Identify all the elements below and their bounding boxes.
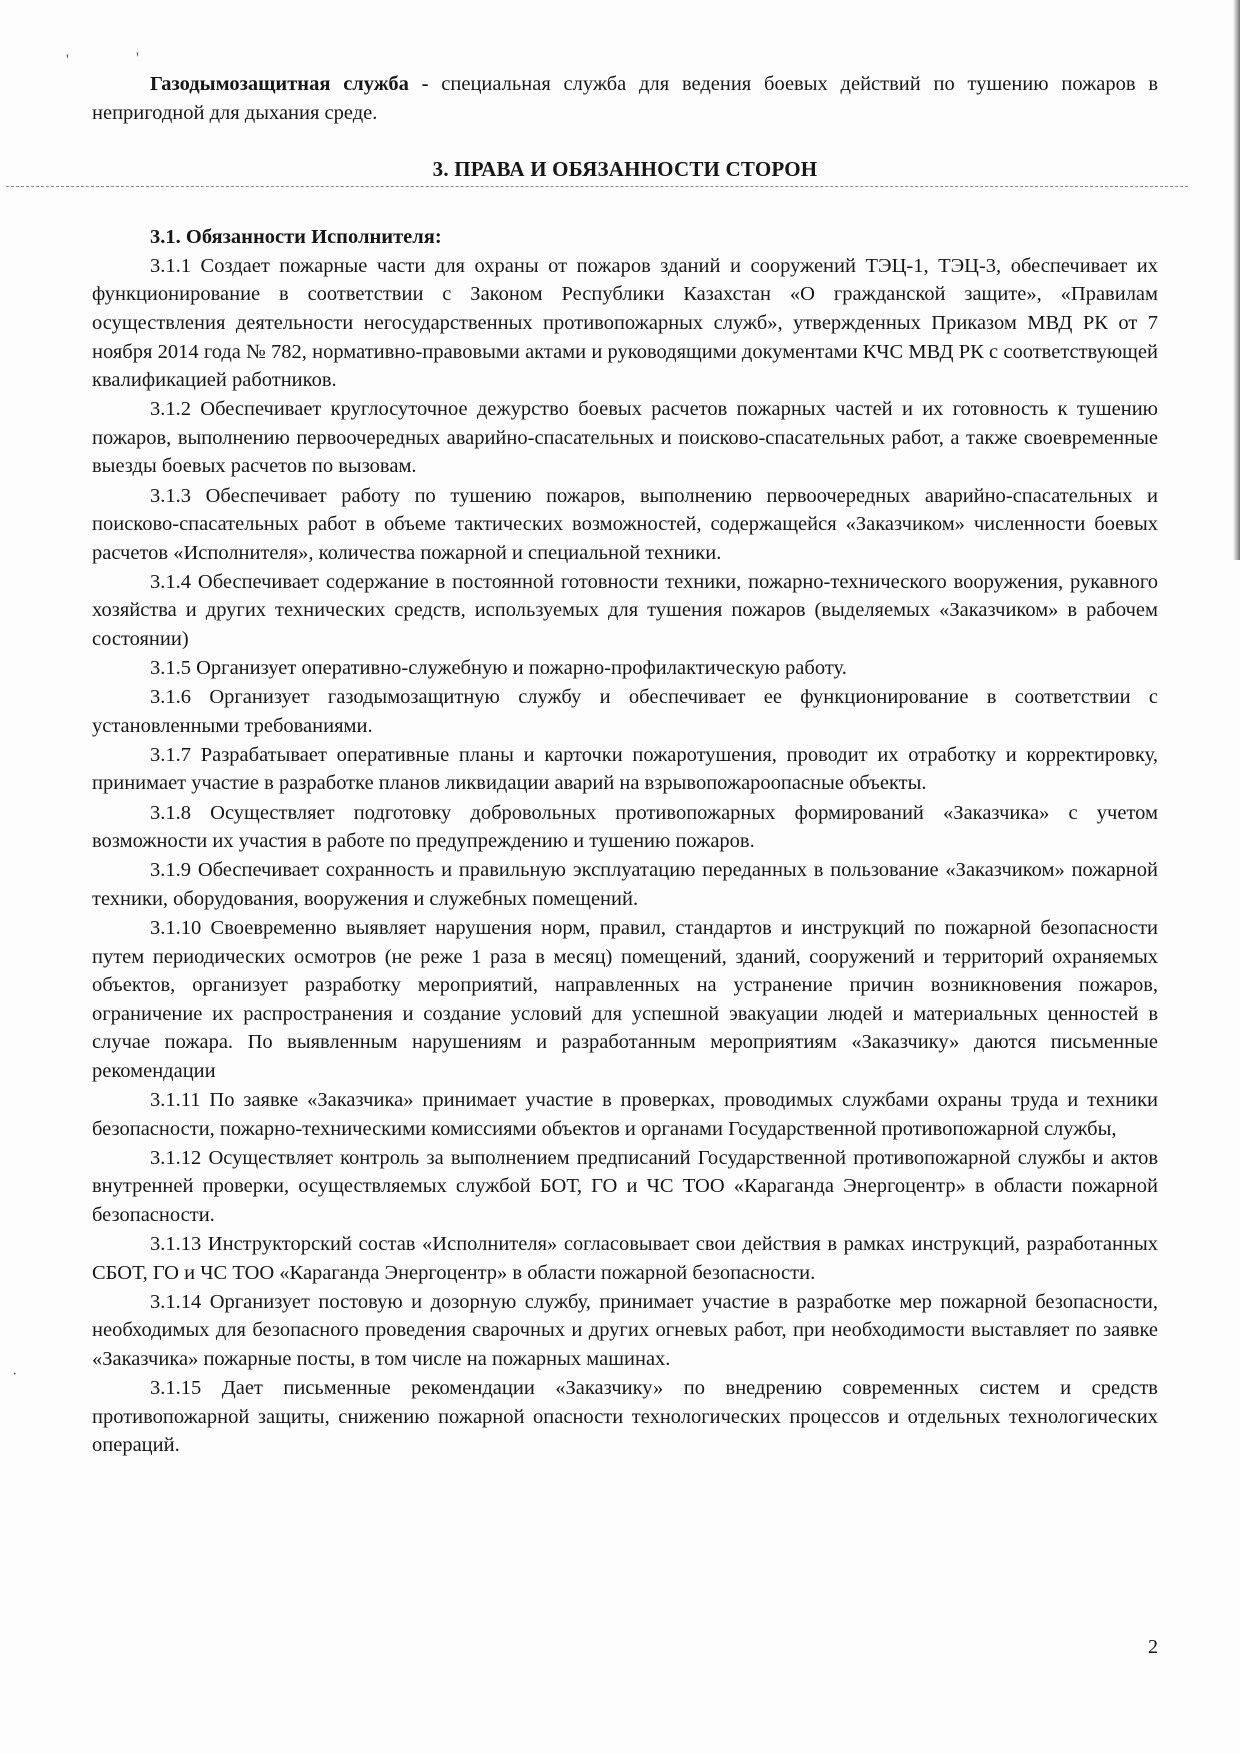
subsection-title: 3.1. Обязанности Исполнителя: — [150, 226, 442, 249]
clause-3-1-4: 3.1.4 Обеспечивает содержание в постоянной готовности техники, пожарно-технического вооружения, рукавного хозяйства и других технических средств, используемых для тушения пожаров (выделяемых «Заказчиком» в рабочем состоянии) — [92, 570, 1158, 650]
scan-speck: ' — [136, 50, 139, 67]
clause-3-1-1: 3.1.1 Создает пожарные части для охраны от пожаров зданий и сооружений ТЭЦ-1, ТЭЦ-3, обеспечивает их функционирование в соответствии с Законом Республики Казахстан «О гражданской защите», «Правилам осуществления деятельности негосударственных противопожарных служб», утвержденных Приказом МВД РК от 7 ноября 2014 года № 782, нормативно-правовыми актами и руководящими документами КЧС МВД РК с соответствующей квалификацией работников. — [92, 254, 1158, 392]
definition-text: специальная служба для ведения боевых действий по тушению пожаров в непригодной для дыхания среде. — [92, 73, 1158, 124]
clause-3-1-7: 3.1.7 Разрабатывает оперативные планы и карточки пожаротушения, проводит их отработку и корректировку, принимает участие в разработке планов ликвидации аварий на взрывопожароопасные объекты. — [92, 743, 1158, 795]
clause-3-1-12: 3.1.12 Осуществляет контроль за выполнением предписаний Государственной противопожарной службы и актов внутренней проверки, осуществляемых службой БОТ, ГО и ЧС ТОО «Караганда Энергоцентр» в области пожарной безопасности. — [92, 1146, 1158, 1226]
section-title: 3. ПРАВА И ОБЯЗАННОСТИ СТОРОН — [425, 157, 826, 181]
clause-3-1-8: 3.1.8 Осуществляет подготовку добровольных противопожарных формирований «Заказчика» с учетом возможности их участия в работе по предупреждению и тушению пожаров. — [92, 801, 1158, 853]
clause-3-1-3: 3.1.3 Обеспечивает работу по тушению пожаров, выполнению первоочередных аварийно-спасательных и поисково-спасательных работ в объеме тактических возможностей, содержащейся «Заказчиком» численности боевых расчетов «Исполнителя», количества пожарной и специальной техники. — [92, 484, 1158, 564]
section-header — [92, 157, 1158, 195]
clause-3-1-2: 3.1.2 Обеспечивает круглосуточное дежурство боевых расчетов пожарных частей и их готовность к тушению пожаров, выполнению первоочередных аварийно-спасательных и поисково-спасательных работ, а также своевременные выезды боевых расчетов по вызовам. — [92, 398, 1158, 478]
section-divider — [6, 186, 1188, 187]
scan-edge-shadow — [1233, 0, 1240, 560]
clause-3-1-11: 3.1.11 По заявке «Заказчика» принимает участие в проверках, проводимых службами охраны труда и техники безопасности, пожарно-техническими комиссиями объектов и органами Государственной противопожарной службы, — [92, 1089, 1158, 1140]
clause-3-1-6: 3.1.6 Организует газодымозащитную службу и обеспечивает ее функционирование в соответствии с установленными требованиями. — [92, 686, 1158, 737]
scan-speck: · — [12, 1366, 18, 1383]
clause-3-1-13: 3.1.13 Инструкторский состав «Исполнителя» согласовывает свои действия в рамках инструкций, разработанных СБОТ, ГО и ЧС ТОО «Караганда Энергоцентр» в области пожарной безопасности. — [92, 1232, 1158, 1284]
page-number: 2 — [1148, 1636, 1158, 1658]
document-body — [92, 70, 1158, 1460]
intro-paragraph — [92, 70, 1158, 127]
clause-3-1-15: 3.1.15 Дает письменные рекомендации «Заказчику» по внедрению современных систем и средств противопожарной защиты, снижению пожарной опасности технологических процессов и отдельных технологических операций. — [92, 1376, 1158, 1457]
clause-3-1-10: 3.1.10 Своевременно выявляет нарушения норм, правил, стандартов и инструкций по пожарной безопасности путем периодических осмотров (не реже 1 раза в месяц) помещений, зданий, сооружений и территорий охраняемых объектов, организует разработку мероприятий, направленных на устранение причин возникновения пожаров, ограничение их распространения и создание условий для успешной эвакуации людей и материальных ценностей в случае пожара. По выявленным нарушениям и разработанным мероприятиям «Заказчику» даются письменные рекомендации — [92, 916, 1158, 1082]
clause-3-1-14: 3.1.14 Организует постовую и дозорную службу, принимает участие в разработке мер пожарной безопасности, необходимых для безопасного проведения сварочных и других огневых работ, при необходимости выставляет по заявке «Заказчика» пожарные посты, в том числе на пожарных машинах. — [92, 1290, 1158, 1370]
defined-term: Газодымозащитная служба - — [150, 73, 429, 95]
scan-speck: ' — [66, 52, 69, 69]
clause-3-1-9: 3.1.9 Обеспечивает сохранность и правильную эксплуатацию переданных в пользование «Заказчиком» пожарной техники, оборудования, вооружения и служебных помещений. — [92, 859, 1158, 910]
clause-3-1-5: 3.1.5 Организует оперативно-служебную и пожарно-профилактическую работу. — [150, 657, 847, 680]
